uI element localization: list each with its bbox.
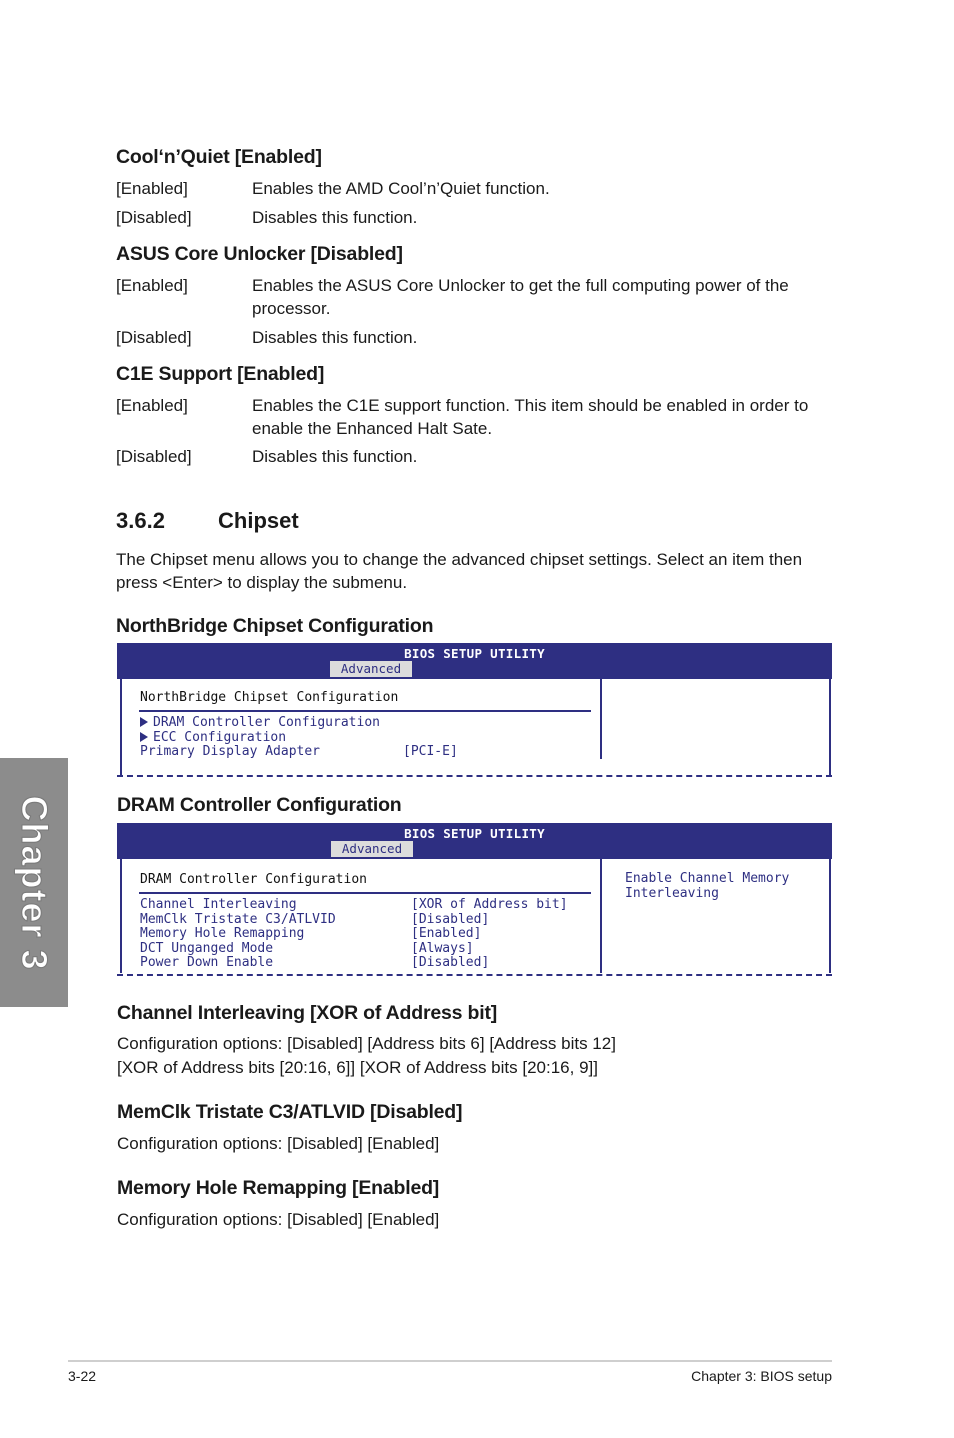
chipset-intro: The Chipset menu allows you to change the advanced chipset settings. Select an item then press <Enter> to display the submenu. (116, 550, 803, 592)
bios-row-value[interactable]: [Always] (411, 940, 474, 956)
bios-row-value[interactable]: [Disabled] (411, 955, 490, 970)
northbridge-bios-screen (117, 643, 832, 779)
bios-row-value[interactable]: [Disabled] (411, 911, 490, 927)
bios-submenu-ecc[interactable]: ECC Configuration (140, 731, 286, 746)
bios-row-label[interactable]: Power Down Enable (140, 955, 274, 970)
footer-chapter: Chapter 3: BIOS setup (691, 1368, 832, 1384)
section-number: 3.6.2 (116, 508, 165, 533)
bios-header-bar (117, 643, 832, 679)
chapter-side-tab-label: Chapter 3 (14, 795, 55, 971)
bios-title-rule (139, 892, 591, 894)
c1e-disabled-key: [Disabled] (116, 447, 192, 466)
c1e-disabled-desc: Disables this function. (252, 447, 418, 466)
bios-bottom-dash (117, 974, 832, 976)
bios-panel-title: DRAM Controller Configuration (140, 872, 367, 887)
page-number: 3-22 (68, 1368, 97, 1384)
c1e-heading: C1E Support [Enabled] (116, 363, 325, 385)
bios-bottom-dash (117, 775, 832, 777)
footer-rule (68, 1360, 832, 1362)
coolnquiet-disabled-key: [Disabled] (116, 208, 192, 227)
channel-interleaving-line-2: [XOR of Address bits [20:16, 6]] [XOR of Address bits [20:16, 9]] (117, 1058, 598, 1077)
bios-row-label[interactable]: Channel Interleaving (140, 897, 297, 912)
bios-divider (600, 859, 602, 973)
section-title: Chipset (218, 508, 299, 533)
dram-bios-screen (117, 823, 832, 978)
coolnquiet-heading: Cool‘n’Quiet [Enabled] (116, 146, 322, 168)
bios-help-line-1: Enable Channel Memory (625, 871, 790, 886)
chapter-side-tab (0, 758, 68, 1007)
core-unlocker-enabled-key: [Enabled] (116, 276, 188, 295)
bios-row-label[interactable]: Memory Hole Remapping (140, 926, 305, 941)
core-unlocker-heading: ASUS Core Unlocker [Disabled] (116, 243, 403, 265)
c1e-enabled-desc: Enables the C1E support function. This item should be enabled in order to enable the Enhanced Halt Sate. (252, 396, 809, 438)
bios-tab-advanced[interactable]: Advanced (331, 841, 413, 857)
channel-interleaving-heading: Channel Interleaving [XOR of Address bit] (117, 1002, 498, 1024)
bios-row-value[interactable]: [Enabled] (411, 926, 482, 941)
bios-setting-label: Primary Display Adapter (140, 744, 321, 759)
channel-interleaving-line-1: Configuration options: [Disabled] [Address bits 6] [Address bits 12] (117, 1034, 616, 1053)
memory-hole-options: Configuration options: [Disabled] [Enabled] (117, 1210, 440, 1229)
bios-frame (120, 679, 831, 775)
submenu-arrow-icon (140, 732, 148, 742)
coolnquiet-disabled-desc: Disables this function. (252, 208, 418, 227)
bios-title-rule (139, 710, 591, 712)
bios-tab-advanced[interactable]: Advanced (330, 661, 412, 677)
bios-header-bar (117, 823, 832, 859)
bios-divider (600, 679, 602, 759)
memory-hole-heading: Memory Hole Remapping [Enabled] (117, 1177, 440, 1199)
dram-heading: DRAM Controller Configuration (117, 794, 402, 816)
bios-help-line-2: Interleaving (625, 885, 719, 901)
core-unlocker-disabled-desc: Disables this function. (252, 328, 418, 347)
c1e-enabled-key: [Enabled] (116, 396, 188, 415)
memclk-heading: MemClk Tristate C3/ATLVID [Disabled] (117, 1101, 463, 1123)
bios-row-label[interactable]: DCT Unganged Mode (140, 940, 274, 956)
bios-row-value[interactable]: [XOR of Address bit] (411, 897, 568, 912)
coolnquiet-enabled-key: [Enabled] (116, 179, 188, 198)
bios-title: BIOS SETUP UTILITY (404, 826, 545, 841)
submenu-arrow-icon (140, 717, 148, 727)
memclk-options: Configuration options: [Disabled] [Enabled] (117, 1134, 440, 1153)
bios-frame (120, 859, 831, 973)
bios-setting-value[interactable]: [PCI-E] (403, 744, 458, 759)
bios-submenu-dram[interactable]: DRAM Controller Configuration (140, 716, 380, 731)
core-unlocker-enabled-desc: Enables the ASUS Core Unlocker to get the full computing power of the processor. (252, 276, 789, 318)
bios-panel-title: NorthBridge Chipset Configuration (140, 690, 399, 705)
core-unlocker-disabled-key: [Disabled] (116, 328, 192, 347)
bios-title: BIOS SETUP UTILITY (404, 646, 545, 661)
coolnquiet-enabled-desc: Enables the AMD Cool’n’Quiet function. (252, 179, 550, 198)
bios-row-label[interactable]: MemClk Tristate C3/ATLVID (140, 911, 336, 927)
northbridge-heading: NorthBridge Chipset Configuration (116, 615, 434, 637)
